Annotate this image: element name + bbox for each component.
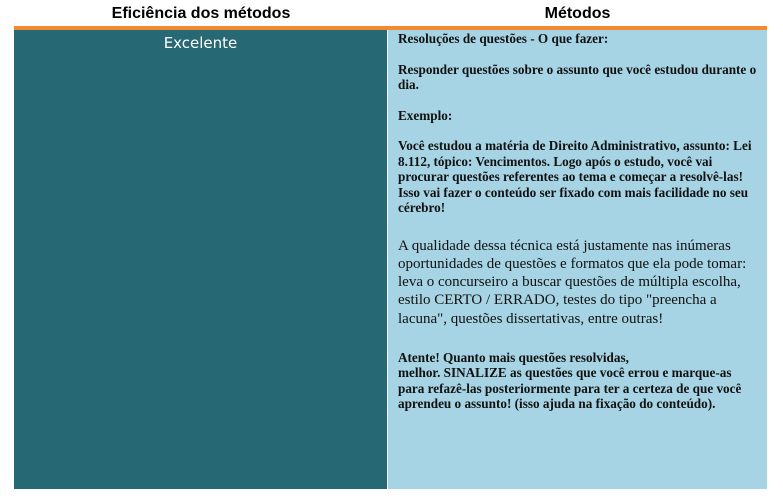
header-methods: Métodos [544,5,611,22]
quality-text: A qualidade dessa técnica está justamente nas inúmeras oportunidades de questões e formatos que ela pode tomar: leva o concurseiro a buscar questões de múltipla escolha, estilo CERTO / ERRADO, testes do tipo "preencha a lacuna", questões dissertativas, entre outras! [398,237,747,327]
warning-line-1: Atente! Quanto mais questões resolvidas, [398,349,629,365]
efficiency-cell [14,30,388,489]
header-efficiency: Eficiência dos métodos [111,5,291,22]
example-label: Exemplo: [398,107,453,123]
warning-text: melhor. SINALIZE as questões que você errou e marque-as para refazê-las posteriormente para ter a certeza de que você aprendeu o assunto! (isso ajuda na fixação do conteúdo). [398,365,742,412]
example-text: Você estudou a matéria de Direito Administrativo, assunto: Lei 8.112, tópico: Vencimentos. Logo após o estudo, você vai procurar questões referentes ao tema e começar a resolvê-las! Isso vai fazer o conteúdo ser fixado com mais facilidade no seu cérebro! [398,138,752,215]
table-header [14,0,767,26]
method-instruction: Responder questões sobre o assunto que você estudou durante o dia. [398,61,757,92]
method-cell [388,30,767,489]
methods-table [14,0,767,489]
efficiency-value: Excelente [163,34,238,52]
method-heading: Resoluções de questões - O que fazer: [398,31,609,46]
